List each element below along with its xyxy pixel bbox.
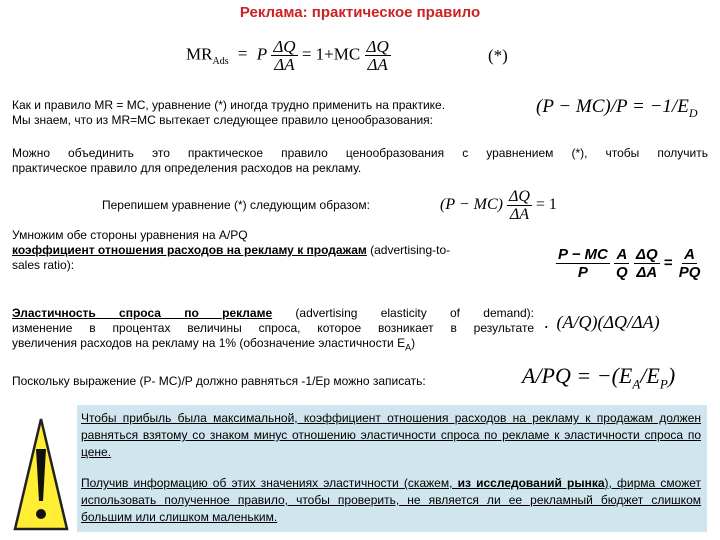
paragraph-4-english: (advertising elasticity of demand):: [295, 306, 534, 320]
eq-rewrite-left: (P − MC): [440, 196, 503, 214]
equation-pricing: [536, 96, 697, 121]
paragraph-4-end: ): [411, 336, 416, 350]
paragraph-4: [12, 306, 534, 355]
eq-ratio-f3-den: ΔA: [636, 264, 658, 281]
paragraph-3-term: коэффициент отношения расходов на рекламу к продажам: [12, 243, 367, 257]
paragraph-1: [12, 98, 517, 128]
eq-final-end: ): [667, 363, 676, 388]
eq-frac1-num: ΔQ: [273, 37, 296, 56]
eq-final-sub-p: P: [659, 376, 668, 392]
eq-ratio-frac-2: [614, 246, 630, 281]
eq-equals: =: [237, 44, 248, 64]
eq-frac1: [271, 38, 297, 73]
equation-mr-ads: [186, 38, 391, 73]
note-paragraph-1: Чтобы прибыль была максимальной, коэффициент отношения расходов на рекламу к продажам должен равняться взятому со знаком минус отношению эластичности спроса по рекламе к эластичности спроса по цене.: [81, 411, 701, 459]
eq-ratio-frac-3: [634, 246, 660, 281]
paragraph-2: [12, 146, 708, 176]
paragraph-3: [12, 228, 547, 273]
eq-ratio-f3-num: ΔQ: [635, 246, 658, 263]
eq-ratio-f4-den: PQ: [678, 264, 701, 281]
eq-frac2-den: ΔA: [367, 55, 388, 74]
paragraph-4-term: Эластичность спроса по рекламе: [12, 306, 273, 320]
eq-final-mid: /E: [640, 363, 660, 388]
eq-elasticity-body: (A/Q)(ΔQ/ΔA): [556, 312, 660, 332]
eq-lhs-sub: Ads: [212, 55, 229, 67]
paragraph-3-line-1: Умножим обе стороны уравнения на A/PQ: [12, 228, 248, 242]
eq-rewrite-frac: [507, 188, 532, 223]
paragraph-4-line-3: увеличения расходов на рекламу на 1% (обозначение эластичности E: [12, 336, 406, 350]
paragraph-5: Поскольку выражение (P- MC)/P должно равняться -1/Ep можно записать:: [12, 374, 426, 388]
eq-lhs: MR: [186, 44, 213, 64]
eq-ratio-f4-num: A: [684, 246, 696, 263]
eq-ratio-f1-den: P: [577, 264, 588, 281]
equation-rewrite: [440, 188, 557, 223]
eq-rewrite-num: ΔQ: [508, 188, 530, 205]
paragraph-3-line-3: sales ratio):: [12, 258, 75, 272]
note-paragraph-2: [81, 475, 701, 526]
eq-final-lhs: A/PQ = −(E: [522, 363, 633, 388]
equation-ad-elasticity: [544, 312, 660, 333]
eq-pricing-main: (P − MC)/P = −1/E: [536, 96, 689, 117]
eq-ratio-f2-den: Q: [616, 264, 628, 281]
eq-rewrite-den: ΔA: [509, 206, 529, 223]
eq-ratio-frac-1: [556, 246, 610, 281]
eq-frac1-den: ΔA: [274, 55, 295, 74]
equation-final: [522, 363, 675, 392]
eq-ratio-frac-4: [677, 246, 703, 281]
eq-p: P: [256, 44, 268, 64]
eq-one-plus: = 1+: [301, 44, 334, 64]
conclusion-note: [77, 405, 707, 532]
eq-pricing-sub: D: [688, 105, 698, 120]
eq-ratio-f2-num: A: [616, 246, 628, 263]
rewrite-label: Перепишем уравнение (*) следующим образом:: [102, 198, 370, 212]
eq-ratio-f1-num: P − MC: [558, 246, 608, 263]
paragraph-4-sub: A: [405, 342, 412, 353]
equation-tag: (*): [488, 46, 508, 65]
note-p2-market-research: из исследований рынка: [457, 476, 605, 490]
paragraph-1-line-2: Мы знаем, что из MR=MC вытекает следующее правило ценообразования:: [12, 113, 433, 127]
eq-final-sub-a: A: [632, 376, 641, 392]
eq-rewrite-right: = 1: [535, 196, 557, 214]
paragraph-4-line-2: изменение в процентах величины спроса, которое возникает в результате: [12, 321, 534, 335]
eq-frac2: [365, 38, 391, 73]
paragraph-3-english: (advertising-to-: [370, 243, 451, 257]
eq-frac2-num: ΔQ: [366, 37, 389, 56]
warning-exclamation-icon: [12, 415, 70, 533]
page-title: Реклама: практическое правило: [239, 4, 481, 21]
eq-mc: MC: [333, 44, 361, 64]
note-p2-end: ), фирма сможет использовать полученное правило, чтобы проверить, не является ли ее рекламный бюджет слишком большим или слишком маленьким.: [81, 476, 701, 524]
equation-ad-sales-ratio: [556, 246, 702, 281]
note-p2-start: Получив информацию об этих значениях эластичности (скажем,: [81, 476, 458, 490]
paragraph-2-line-2: практическое правило для определения расходов на рекламу.: [12, 161, 362, 175]
eq-ratio-equals: =: [663, 254, 673, 272]
eq-elasticity-prefix: .: [544, 312, 549, 332]
paragraph-2-line-1: Можно объединить это практическое правило ценообразования с уравнением (*), чтобы получить: [12, 146, 708, 160]
paragraph-1-line-1: Как и правило MR = MC, уравнение (*) иногда трудно применить на практике.: [12, 98, 446, 112]
